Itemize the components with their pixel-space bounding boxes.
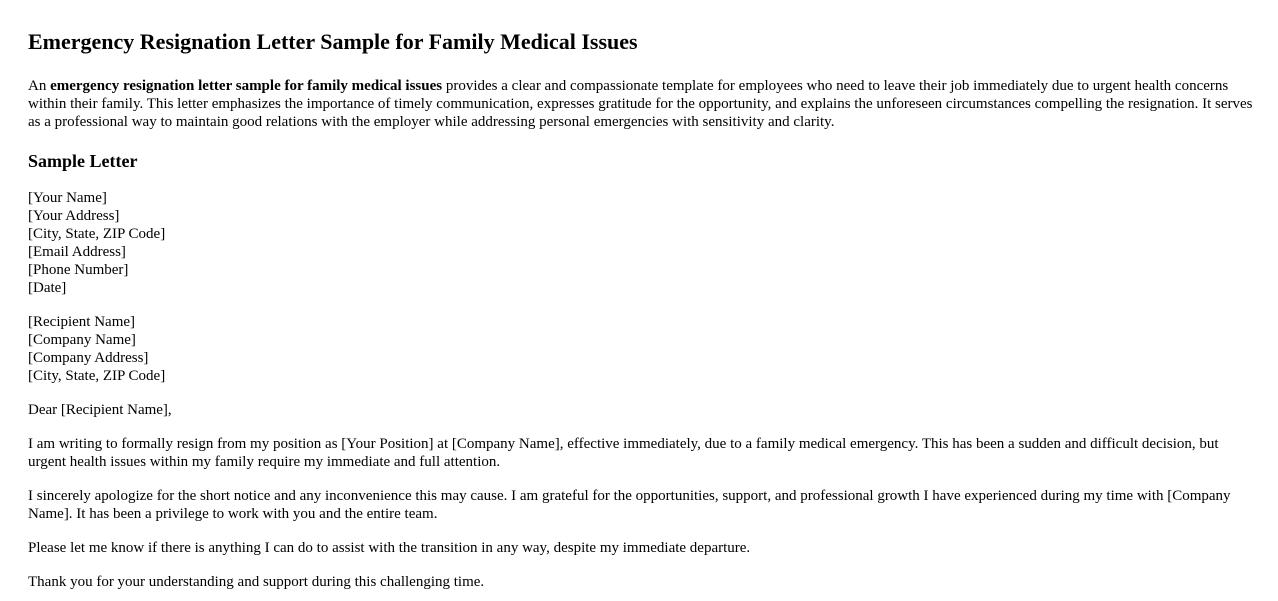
- letter-paragraph-2: I sincerely apologize for the short notice and any inconvenience this may cause. I am grateful for the opportunities, support, and professional growth I have experienced during my time with [Company Name]. It has been a privilege to work with you and the entire team.: [28, 488, 1231, 522]
- recipient-address: [Company Address]: [28, 350, 149, 366]
- letter-paragraph-3: Please let me know if there is anything I can do to assist with the transition in any way, despite my immediate departure.: [28, 540, 751, 556]
- intro-bold-keyword: emergency resignation letter sample for family medical issues: [50, 78, 443, 94]
- recipient-name: [Recipient Name]: [28, 314, 136, 330]
- intro-prefix: An: [28, 78, 51, 94]
- letter-paragraph-1: I am writing to formally resign from my position as [Your Position] at [Company Name], effective immediately, due to a family medical emergency. This has been a sudden and difficult decision, but urgent health issues within my family require my immediate and full attention.: [28, 436, 1219, 470]
- recipient-city: [City, State, ZIP Code]: [28, 368, 166, 384]
- recipient-block: [28, 313, 1254, 385]
- sender-name: [Your Name]: [28, 190, 107, 206]
- sender-phone: [Phone Number]: [28, 262, 129, 278]
- recipient-company: [Company Name]: [28, 332, 136, 348]
- sender-date: [Date]: [28, 280, 67, 296]
- sender-address: [Your Address]: [28, 208, 120, 224]
- intro-suffix: provides a clear and compassionate template for employees who need to leave their job immediately due to urgent health concerns within their family. This letter emphasizes the importance of timely communication, expresses gratitude for the opportunity, and explains the unforeseen circumstances compelling the resignation. It serves as a professional way to maintain good relations with the employer while addressing personal emergencies with sensitivity and clarity.: [28, 78, 1253, 130]
- page-title: Emergency Resignation Letter Sample for Family Medical Issues: [28, 29, 638, 54]
- letter-paragraph-4: Thank you for your understanding and support during this challenging time.: [28, 574, 485, 590]
- sender-city: [City, State, ZIP Code]: [28, 226, 166, 242]
- sender-block: [28, 189, 1254, 297]
- sender-email: [Email Address]: [28, 244, 126, 260]
- greeting: Dear [Recipient Name],: [28, 402, 172, 418]
- section-heading: Sample Letter: [28, 151, 138, 171]
- intro-paragraph: [28, 77, 1254, 131]
